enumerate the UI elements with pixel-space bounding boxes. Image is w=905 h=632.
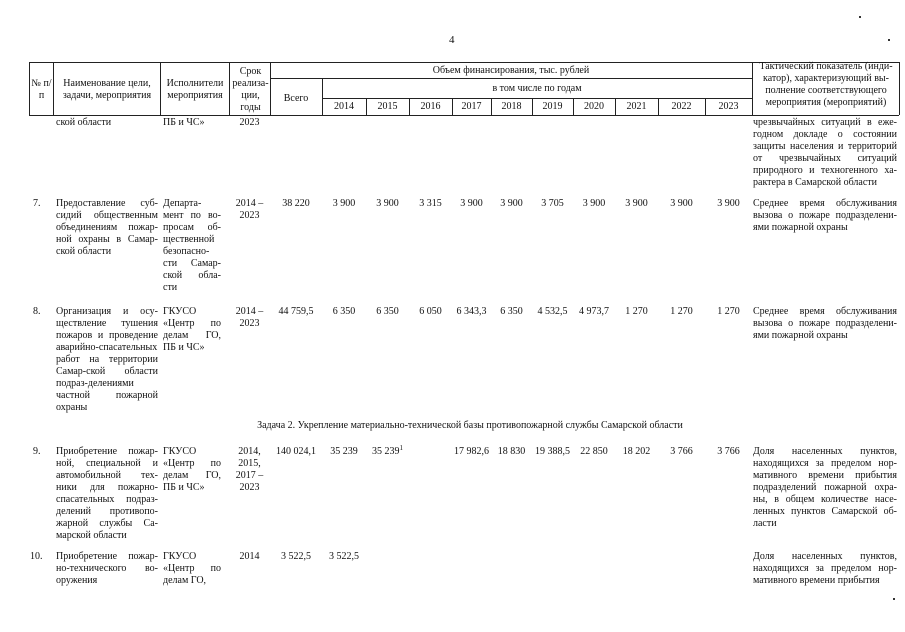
row-name: Приобретение пожар-но-технического во-оружения xyxy=(56,551,158,586)
row-value: 3 900 xyxy=(376,198,399,209)
row-value: 3 705 xyxy=(541,198,564,209)
row-value: 3 766 xyxy=(717,446,740,457)
row-num: 7. xyxy=(33,198,41,209)
row-value: 3 900 xyxy=(582,198,606,209)
row-value: 3 315 xyxy=(419,198,442,209)
row-value: 3 522,5 xyxy=(329,551,359,562)
header-executors: Исполнители мероприятия xyxy=(166,78,224,101)
row-value: 3 900 xyxy=(332,198,356,209)
scan-speck xyxy=(888,39,890,41)
header-total: Всего xyxy=(283,93,309,104)
header-year: 2019 xyxy=(542,101,563,112)
row-value: 35 239 xyxy=(330,446,358,457)
row-value: 19 388,5 xyxy=(535,446,570,457)
header-year: 2014 xyxy=(334,101,354,112)
row-value: 3 900 xyxy=(625,198,648,209)
page-number: 4 xyxy=(449,34,455,46)
row-executor: Департа-мент по во-просам об-щественной безопасно-сти Самар-ской обла-сти xyxy=(163,198,221,293)
row-num: 8. xyxy=(33,306,41,317)
row-value: 18 830 xyxy=(497,446,526,457)
row-num: 9. xyxy=(33,446,41,457)
scan-speck xyxy=(893,598,895,600)
row-value: 6 350 xyxy=(376,306,399,317)
header-name: Наименование цели, задачи, мероприятия xyxy=(62,78,152,101)
row-value: 6 050 xyxy=(419,306,442,317)
row-term: 2014 – 2023 xyxy=(235,198,264,221)
row-term: 2023 xyxy=(239,117,260,128)
header-year: 2017 xyxy=(461,101,482,112)
header-year: 2015 xyxy=(377,101,398,112)
row-indicator: Доля населенных пунктов, находящихся за пределом нор-мативного времени прибытия подразделений пожарной охра-ны, в общем количестве насе-ленных пунктов Самарской об-ласти xyxy=(753,446,897,529)
row-indicator: чрезвычайных ситуаций в еже-годном докладе о состоянии защиты населения и территорий от чрезвычайных ситуаций природного и техногенного ха-рактера в Самарской области xyxy=(753,117,897,188)
row-value: 35 $239^1$ xyxy=(372,444,403,457)
row-term: 2014 – 2023 xyxy=(235,306,264,329)
row-name: Организация и осу-ществление тушения пожаров и проведение аварийно-спасательных работ на территории Самар-ской области подраз-делениями частной пожарной охраны xyxy=(56,306,158,413)
row-value: 6 343,3 xyxy=(456,306,487,317)
row-value: 6 350 xyxy=(332,306,356,317)
header-num: № п/п xyxy=(31,78,52,101)
row-indicator: Доля населенных пунктов, находящихся за пределом нор-мативного времени прибытия xyxy=(753,551,897,586)
row-value: 3 900 xyxy=(500,198,523,209)
row-value: 1 270 xyxy=(670,306,693,317)
footnote-marker: 1 xyxy=(399,444,403,452)
row-value: 1 270 xyxy=(625,306,648,317)
row-total: 3 522,5 xyxy=(281,551,311,562)
header-term: Срок реализа-ции, годы xyxy=(232,66,269,113)
row-term: 2014 xyxy=(239,551,260,562)
header-year: 2020 xyxy=(584,101,604,112)
row-value: 6 350 xyxy=(500,306,523,317)
row-term: 2014, 2015, 2017 – 2023 xyxy=(235,446,264,493)
row-value: 3 766 xyxy=(670,446,693,457)
row-executor: ГКУСО «Центр по делам ГО, ПБ и ЧС» xyxy=(163,446,221,493)
row-total: 44 759,5 xyxy=(278,306,314,317)
header-by-years: в том числе по годам xyxy=(492,83,582,94)
row-executor: ГКУСО «Центр по делам ГО, xyxy=(163,551,221,586)
header-year: 2016 xyxy=(420,101,441,112)
row-indicator: Среднее время обслуживания вызова о пожаре подразделени-ями пожарной охраны xyxy=(753,306,897,341)
row-num: 10. xyxy=(30,551,43,562)
row-name: Приобретение пожар-ной, специальной и автомобильной тех-ники для пожарно-спасательных подраз-делений противопо-жарной службы Са-марской области xyxy=(56,446,158,541)
header-year: 2022 xyxy=(671,101,692,112)
row-value: 3 900 xyxy=(460,198,483,209)
row-value: 1 270 xyxy=(717,306,740,317)
row-value: 3 900 xyxy=(717,198,740,209)
row-value: 4 973,7 xyxy=(579,306,609,317)
row-name: Предоставление суб-сидий общественным объединениям пожар-ной охраны в Самар-ской области xyxy=(56,198,158,257)
row-executor: ГКУСО «Центр по делам ГО, ПБ и ЧС» xyxy=(163,306,221,353)
header-year: 2018 xyxy=(501,101,522,112)
header-indicator: Тактический показатель (инди-катор), характеризующий вы-полнение соответствующего мероприятия (мероприятий) xyxy=(759,61,893,108)
row-executor: ПБ и ЧС» xyxy=(163,117,205,128)
header-year: 2021 xyxy=(626,101,647,112)
row-value: 18 202 xyxy=(622,446,651,457)
row-value: 3 900 xyxy=(670,198,693,209)
header-financing: Объем финансирования, тыс. рублей xyxy=(432,65,590,76)
row-total: 38 220 xyxy=(282,198,310,209)
row-indicator: Среднее время обслуживания вызова о пожаре подразделени-ями пожарной охраны xyxy=(753,198,897,233)
header-year: 2023 xyxy=(718,101,739,112)
row-value: 17 982,6 xyxy=(454,446,489,457)
scan-speck xyxy=(859,16,861,18)
row-value: 22 850 xyxy=(580,446,608,457)
row-total: 140 024,1 xyxy=(276,446,316,457)
row-name: ской области xyxy=(56,117,112,128)
task-heading: Задача 2. Укрепление материально-технической базы противопожарной службы Самарской области xyxy=(257,420,683,431)
row-value: 4 532,5 xyxy=(537,306,568,317)
